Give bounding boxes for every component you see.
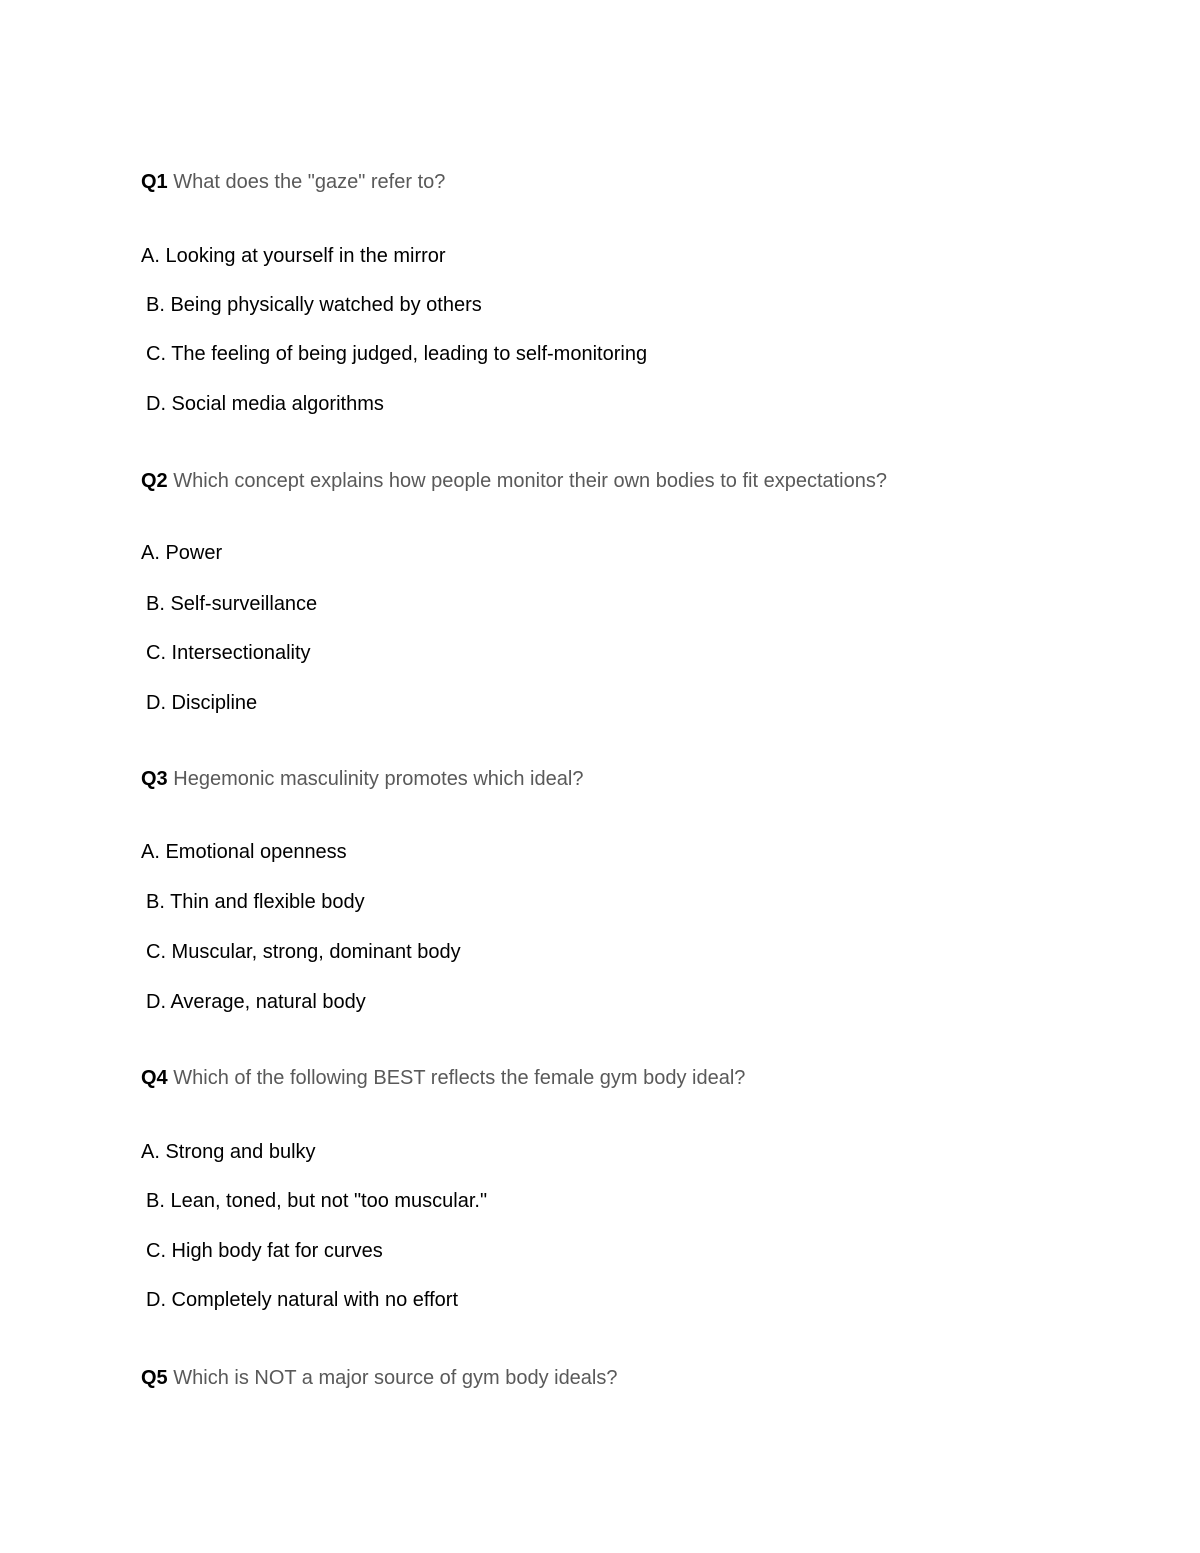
question-text: Hegemonic masculinity promotes which ideal? bbox=[173, 768, 584, 790]
question-4 bbox=[141, 1066, 745, 1090]
question-1 bbox=[141, 170, 445, 194]
option-a: A. Emotional openness bbox=[141, 841, 347, 863]
question-text: Which is NOT a major source of gym body ideals? bbox=[173, 1367, 618, 1389]
question-number: Q2 bbox=[141, 470, 168, 492]
question-number: Q5 bbox=[141, 1367, 168, 1389]
option-d: D. Social media algorithms bbox=[146, 393, 384, 415]
option-b: B. Thin and flexible body bbox=[146, 891, 365, 913]
question-text: Which of the following BEST reflects the female gym body ideal? bbox=[173, 1067, 746, 1089]
option-d: D. Average, natural body bbox=[146, 991, 366, 1013]
option-c: C. High body fat for curves bbox=[146, 1240, 383, 1262]
option-c: C. Intersectionality bbox=[146, 642, 311, 664]
question-number: Q3 bbox=[141, 768, 168, 790]
question-2 bbox=[141, 469, 887, 493]
option-b: B. Self-surveillance bbox=[146, 593, 318, 615]
option-d: D. Completely natural with no effort bbox=[146, 1289, 459, 1311]
question-3 bbox=[141, 767, 583, 791]
question-5 bbox=[141, 1366, 618, 1390]
option-a: A. Strong and bulky bbox=[141, 1141, 316, 1163]
option-a: A. Looking at yourself in the mirror bbox=[141, 245, 446, 267]
option-b: B. Lean, toned, but not "too muscular." bbox=[146, 1190, 488, 1212]
question-text: Which concept explains how people monitor their own bodies to fit expectations? bbox=[173, 470, 887, 492]
question-number: Q1 bbox=[141, 171, 168, 193]
option-b: B. Being physically watched by others bbox=[146, 294, 482, 316]
question-number: Q4 bbox=[141, 1067, 168, 1089]
question-text: What does the "gaze" refer to? bbox=[173, 171, 446, 193]
option-a: A. Power bbox=[141, 542, 223, 564]
option-c: C. Muscular, strong, dominant body bbox=[146, 941, 461, 963]
option-c: C. The feeling of being judged, leading to self-monitoring bbox=[146, 343, 648, 365]
option-d: D. Discipline bbox=[146, 692, 258, 714]
